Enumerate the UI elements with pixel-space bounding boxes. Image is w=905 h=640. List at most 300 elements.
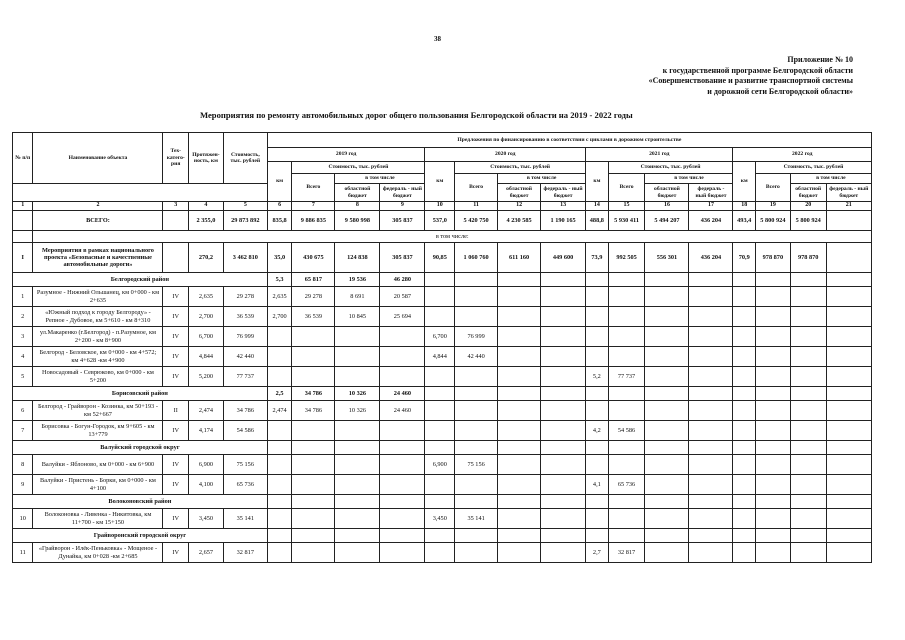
row-number: 6	[13, 401, 33, 421]
value-cell: 34 786	[292, 387, 335, 401]
object-name: Волоконовка - Ливенка - Никитовка, км 11+700 - км 15+150	[33, 509, 163, 529]
value-cell	[455, 529, 498, 543]
header-cost-sub: Стоимость, тыс. рублей	[608, 162, 733, 174]
column-number: 14	[586, 202, 609, 211]
value-cell	[425, 529, 455, 543]
value-cell: 24 460	[380, 401, 425, 421]
value-cell	[755, 287, 790, 307]
table-row	[13, 367, 872, 387]
value-cell: 430 675	[292, 243, 335, 273]
value-cell: 73,9	[586, 243, 609, 273]
tech-category: IV	[163, 287, 189, 307]
value-cell	[826, 529, 871, 543]
value-cell	[826, 455, 871, 475]
page-number: 38	[434, 35, 441, 43]
column-number: 13	[541, 202, 586, 211]
header-regional: областной бюджет	[335, 184, 380, 202]
table-row	[13, 287, 872, 307]
row-number: 7	[13, 421, 33, 441]
value-cell	[425, 441, 455, 455]
row-number: 1	[13, 287, 33, 307]
column-number: 7	[292, 202, 335, 211]
value-cell	[380, 367, 425, 387]
header-incl: в том числе	[790, 174, 871, 184]
value-cell	[586, 529, 609, 543]
value-cell	[645, 327, 689, 347]
column-number: 20	[790, 202, 826, 211]
value-cell	[541, 307, 586, 327]
value-cell	[335, 529, 380, 543]
value-cell	[790, 421, 826, 441]
header-name: Наименование объекта	[33, 133, 163, 184]
row-number: 8	[13, 455, 33, 475]
row-number: I	[13, 243, 33, 273]
value-cell	[826, 211, 871, 231]
value-cell	[755, 327, 790, 347]
value-cell	[498, 273, 541, 287]
value-cell	[755, 509, 790, 529]
value-cell	[498, 287, 541, 307]
object-name: Борисовка - Богун-Городок, км 9+605 - км 13+779	[33, 421, 163, 441]
header-regional: областной бюджет	[498, 184, 541, 202]
value-cell	[267, 421, 292, 441]
value-cell	[689, 543, 733, 563]
value-cell	[335, 455, 380, 475]
value-cell: 10 845	[335, 307, 380, 327]
value-cell	[790, 475, 826, 495]
value-cell	[380, 495, 425, 509]
value-cell	[689, 387, 733, 401]
header-cost: Стоимость, тыс. рублей	[223, 133, 267, 184]
value-cell	[292, 421, 335, 441]
value-cell: 978 870	[790, 243, 826, 273]
value-cell	[586, 387, 609, 401]
header-federal: федераль - ный бюджет	[689, 184, 733, 202]
value-cell	[335, 475, 380, 495]
column-number: 15	[608, 202, 645, 211]
cost-value: 75 156	[223, 455, 267, 475]
value-cell	[733, 441, 756, 455]
value-cell	[455, 421, 498, 441]
value-cell	[541, 441, 586, 455]
district-row	[13, 387, 872, 401]
value-cell	[267, 475, 292, 495]
value-cell: 305 837	[380, 211, 425, 231]
roads-table	[12, 132, 872, 563]
value-cell	[267, 455, 292, 475]
value-cell	[689, 401, 733, 421]
value-cell	[689, 475, 733, 495]
value-cell: 35,0	[267, 243, 292, 273]
value-cell: 537,0	[425, 211, 455, 231]
district-row	[13, 529, 872, 543]
header-regional: областной бюджет	[790, 184, 826, 202]
value-cell	[541, 347, 586, 367]
length-km: 2,474	[189, 401, 224, 421]
value-cell	[826, 421, 871, 441]
value-cell	[755, 543, 790, 563]
value-cell	[689, 421, 733, 441]
value-cell	[645, 421, 689, 441]
value-cell: 25 694	[380, 307, 425, 327]
value-cell: 5 800 924	[755, 211, 790, 231]
value-cell	[733, 367, 756, 387]
tech-category: IV	[163, 327, 189, 347]
value-cell	[498, 475, 541, 495]
header-cost-sub: Стоимость, тыс. рублей	[292, 162, 425, 174]
value-cell	[380, 509, 425, 529]
value-cell: 46 280	[380, 273, 425, 287]
length-km: 4,100	[189, 475, 224, 495]
value-cell	[790, 401, 826, 421]
cost-value: 35 141	[223, 509, 267, 529]
table-row	[13, 509, 872, 529]
value-cell	[826, 347, 871, 367]
header-cost-sub: Стоимость, тыс. рублей	[455, 162, 586, 174]
header-year: 2022 год	[733, 148, 872, 162]
value-cell	[689, 509, 733, 529]
value-cell	[267, 529, 292, 543]
cost-value: 77 737	[223, 367, 267, 387]
value-cell: 65 736	[608, 475, 645, 495]
value-cell: 978 870	[755, 243, 790, 273]
column-number: 21	[826, 202, 871, 211]
row-number: 2	[13, 307, 33, 327]
value-cell	[498, 367, 541, 387]
value-cell: 54 586	[608, 421, 645, 441]
value-cell	[586, 401, 609, 421]
value-cell	[733, 307, 756, 327]
value-cell	[733, 273, 756, 287]
table-row	[13, 543, 872, 563]
value-cell	[335, 327, 380, 347]
value-cell	[498, 421, 541, 441]
value-cell	[292, 509, 335, 529]
value-cell	[755, 441, 790, 455]
district-name: Белгородский район	[13, 273, 268, 287]
value-cell	[292, 327, 335, 347]
value-cell: 32 817	[608, 543, 645, 563]
value-cell: 65 817	[292, 273, 335, 287]
value-cell	[380, 347, 425, 367]
value-cell	[608, 509, 645, 529]
header-km: км	[425, 162, 455, 202]
value-cell	[826, 307, 871, 327]
row-number: 3	[13, 327, 33, 347]
document-title: Мероприятия по ремонту автомобильных дорог общего пользования Белгородской области на 2019 - 2022 годы	[200, 110, 633, 120]
tech-category: IV	[163, 475, 189, 495]
table-row	[13, 475, 872, 495]
value-cell	[335, 509, 380, 529]
column-number: 3	[163, 202, 189, 211]
value-cell	[608, 455, 645, 475]
value-cell	[292, 543, 335, 563]
value-cell	[608, 387, 645, 401]
value-cell	[498, 455, 541, 475]
value-cell	[689, 455, 733, 475]
value-cell	[380, 421, 425, 441]
value-cell	[380, 441, 425, 455]
object-name: Белгород - Беловское, км 0+000 - км 4+572; км 4+628 -км 4+900	[33, 347, 163, 367]
value-cell	[645, 529, 689, 543]
value-cell	[826, 475, 871, 495]
appendix-line: «Совершенствование и развитие транспортной системы	[648, 76, 853, 85]
column-number: 12	[498, 202, 541, 211]
value-cell	[541, 529, 586, 543]
value-cell	[689, 495, 733, 509]
value-cell	[826, 441, 871, 455]
column-number: 10	[425, 202, 455, 211]
value-cell	[541, 387, 586, 401]
district-name: Грайворонский городской округ	[13, 529, 268, 543]
value-cell	[380, 455, 425, 475]
value-cell	[586, 441, 609, 455]
value-cell	[292, 441, 335, 455]
header-federal: федераль - ный бюджет	[826, 184, 871, 202]
value-cell	[498, 543, 541, 563]
value-cell: 4,2	[586, 421, 609, 441]
value-cell: 34 786	[292, 401, 335, 421]
value-cell: 2,474	[267, 401, 292, 421]
value-cell	[292, 495, 335, 509]
value-cell	[455, 401, 498, 421]
value-cell: 75 156	[455, 455, 498, 475]
object-name: ул.Макаренко (г.Белгород) - п.Разумное, км 2+200 - км 8+900	[33, 327, 163, 347]
tech-category: IV	[163, 367, 189, 387]
value-cell	[498, 387, 541, 401]
value-cell	[689, 367, 733, 387]
value-cell: 835,8	[267, 211, 292, 231]
value-cell	[645, 273, 689, 287]
length-km: 2 355,0	[189, 211, 224, 231]
cost-value: 65 736	[223, 475, 267, 495]
cost-value: 29 873 892	[223, 211, 267, 231]
tech-category: IV	[163, 347, 189, 367]
value-cell	[790, 287, 826, 307]
value-cell: 29 278	[292, 287, 335, 307]
district-name: Волоконовский район	[13, 495, 268, 509]
value-cell	[498, 327, 541, 347]
value-cell	[689, 347, 733, 367]
column-number: 11	[455, 202, 498, 211]
header-cost-sub: Стоимость, тыс. рублей	[755, 162, 871, 174]
value-cell	[498, 401, 541, 421]
value-cell	[733, 387, 756, 401]
value-cell: 4,1	[586, 475, 609, 495]
header-total: Всего	[755, 174, 790, 202]
length-km: 3,450	[189, 509, 224, 529]
object-name: «Южный подход к городу Белгороду» - Репное - Дубовое, км 5+610 - км 8+310	[33, 307, 163, 327]
value-cell	[498, 529, 541, 543]
value-cell	[267, 509, 292, 529]
value-cell	[267, 441, 292, 455]
value-cell	[335, 543, 380, 563]
value-cell	[755, 455, 790, 475]
value-cell	[541, 327, 586, 347]
column-number: 19	[755, 202, 790, 211]
row-number: 5	[13, 367, 33, 387]
value-cell	[586, 287, 609, 307]
appendix-header	[533, 55, 853, 97]
table-row	[13, 421, 872, 441]
column-number: 17	[689, 202, 733, 211]
value-cell	[608, 327, 645, 347]
value-cell	[586, 347, 609, 367]
length-km: 2,635	[189, 287, 224, 307]
value-cell	[733, 529, 756, 543]
object-name: Разумное - Нижний Ольшанец, км 0+000 - км 2+635	[33, 287, 163, 307]
value-cell	[425, 307, 455, 327]
value-cell: 488,8	[586, 211, 609, 231]
tech-category	[163, 243, 189, 273]
value-cell	[608, 287, 645, 307]
value-cell	[755, 273, 790, 287]
value-cell: 35 141	[455, 509, 498, 529]
value-cell	[755, 307, 790, 327]
value-cell	[425, 495, 455, 509]
header-year: 2019 год	[267, 148, 425, 162]
value-cell: 124 838	[335, 243, 380, 273]
total-row	[13, 211, 872, 231]
header-km: км	[267, 162, 292, 202]
value-cell	[292, 367, 335, 387]
header-total: Всего	[292, 174, 335, 202]
cost-value: 42 440	[223, 347, 267, 367]
value-cell	[541, 401, 586, 421]
header-km: км	[733, 162, 756, 202]
column-number: 6	[267, 202, 292, 211]
value-cell	[755, 475, 790, 495]
value-cell: 436 204	[689, 243, 733, 273]
value-cell	[689, 273, 733, 287]
value-cell: 6,700	[425, 327, 455, 347]
value-cell: 992 505	[608, 243, 645, 273]
project-row	[13, 243, 872, 273]
value-cell	[335, 421, 380, 441]
value-cell	[790, 273, 826, 287]
value-cell: 436 204	[689, 211, 733, 231]
header-total: Всего	[608, 174, 645, 202]
object-name: ВСЕГО:	[33, 211, 163, 231]
value-cell	[645, 543, 689, 563]
value-cell	[586, 273, 609, 287]
value-cell	[380, 475, 425, 495]
value-cell: 9 580 998	[335, 211, 380, 231]
header-federal: федераль - ный бюджет	[380, 184, 425, 202]
value-cell	[608, 347, 645, 367]
value-cell	[733, 421, 756, 441]
value-cell: 556 301	[645, 243, 689, 273]
header-incl: в том числе	[335, 174, 425, 184]
header-spacer	[13, 184, 268, 202]
value-cell	[455, 495, 498, 509]
header-category: Тех-катего-рия	[163, 133, 189, 184]
appendix-line: и дорожной сети Белгородской области»	[707, 86, 853, 96]
header-km: км	[586, 162, 609, 202]
value-cell: 42 440	[455, 347, 498, 367]
value-cell	[335, 347, 380, 367]
value-cell	[826, 367, 871, 387]
value-cell: 8 691	[335, 287, 380, 307]
value-cell	[455, 367, 498, 387]
value-cell: 449 600	[541, 243, 586, 273]
value-cell	[541, 475, 586, 495]
value-cell	[790, 543, 826, 563]
value-cell: 10 326	[335, 387, 380, 401]
district-name: Валуйский городской округ	[13, 441, 268, 455]
value-cell	[826, 509, 871, 529]
value-cell	[335, 441, 380, 455]
value-cell	[541, 495, 586, 509]
tech-category: IV	[163, 455, 189, 475]
value-cell	[733, 455, 756, 475]
value-cell	[455, 543, 498, 563]
value-cell	[425, 421, 455, 441]
value-cell	[790, 307, 826, 327]
value-cell	[541, 455, 586, 475]
value-cell: 5,3	[267, 273, 292, 287]
value-cell: 2,635	[267, 287, 292, 307]
district-row	[13, 273, 872, 287]
value-cell	[755, 421, 790, 441]
value-cell	[733, 327, 756, 347]
cost-value: 3 462 810	[223, 243, 267, 273]
row-number: 4	[13, 347, 33, 367]
value-cell	[292, 455, 335, 475]
value-cell: 2,5	[267, 387, 292, 401]
value-cell: 36 539	[292, 307, 335, 327]
column-number: 2	[33, 202, 163, 211]
value-cell	[689, 307, 733, 327]
table-row	[13, 307, 872, 327]
value-cell: 76 999	[455, 327, 498, 347]
tech-category: II	[163, 401, 189, 421]
value-cell	[645, 475, 689, 495]
value-cell	[733, 495, 756, 509]
value-cell	[826, 327, 871, 347]
value-cell	[608, 529, 645, 543]
value-cell: 77 737	[608, 367, 645, 387]
value-cell	[498, 495, 541, 509]
value-cell	[498, 307, 541, 327]
value-cell	[790, 347, 826, 367]
value-cell	[826, 273, 871, 287]
value-cell	[380, 543, 425, 563]
value-cell	[645, 401, 689, 421]
value-cell: 20 587	[380, 287, 425, 307]
value-cell: 5 420 750	[455, 211, 498, 231]
cost-value: 34 786	[223, 401, 267, 421]
value-cell	[425, 543, 455, 563]
tech-category: IV	[163, 509, 189, 529]
value-cell	[826, 543, 871, 563]
value-cell	[790, 529, 826, 543]
value-cell: 2,700	[267, 307, 292, 327]
value-cell: 2,7	[586, 543, 609, 563]
value-cell	[425, 367, 455, 387]
table-row	[13, 347, 872, 367]
value-cell	[335, 367, 380, 387]
value-cell: 5,2	[586, 367, 609, 387]
value-cell	[425, 387, 455, 401]
value-cell: 493,4	[733, 211, 756, 231]
value-cell: 5 930 411	[608, 211, 645, 231]
value-cell	[541, 509, 586, 529]
column-number: 5	[223, 202, 267, 211]
object-name: Новосадовый - Севрюково, км 0+000 - км 5+200	[33, 367, 163, 387]
value-cell	[790, 455, 826, 475]
value-cell	[425, 287, 455, 307]
